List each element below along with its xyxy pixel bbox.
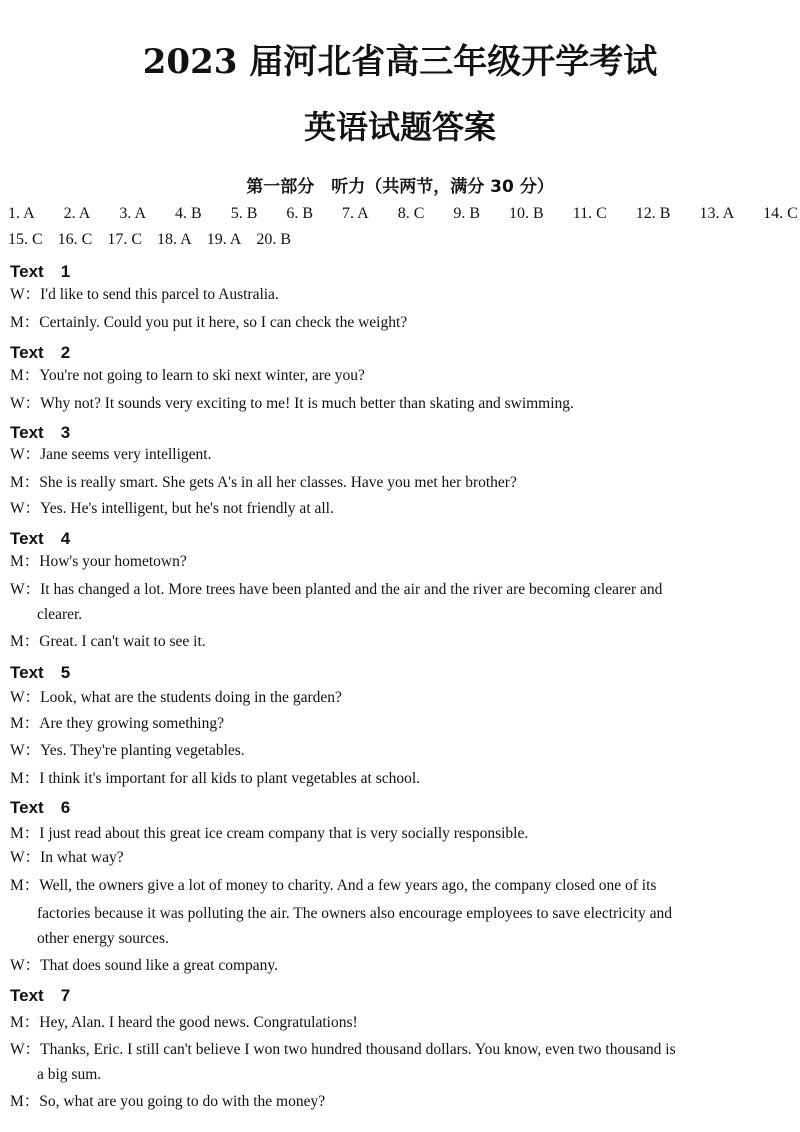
- dialogue-line: M：Hey, Alan. I heard the good news. Congratulations!: [10, 1014, 358, 1031]
- dialogue-line: M：Well, the owners give a lot of money to charity. And a few years ago, the company closed one of its: [10, 877, 657, 894]
- answer-item: 8. C: [397, 205, 425, 222]
- answer-item: 7. A: [342, 205, 369, 222]
- dialogue-line: W：I'd like to send this parcel to Australia.: [10, 286, 279, 303]
- answer-item: 12. B: [635, 205, 671, 222]
- answer-item: 1. A: [8, 205, 35, 222]
- dialogue-line: M：Certainly. Could you put it here, so I can check the weight?: [10, 314, 408, 331]
- answer-item: 16. C: [57, 231, 93, 248]
- text-heading: Text 6: [10, 798, 71, 817]
- answer-key-row-2: [8, 231, 798, 249]
- dialogue-line: M：Great. I can't wait to see it.: [10, 633, 206, 650]
- dialogue-line-continuation: factories because it was polluting the air. The owners also encourage employees to save electricity and: [37, 905, 672, 922]
- dialogue-line: M：I just read about this great ice cream company that is very socially responsible.: [10, 825, 529, 842]
- dialogue-line: W：It has changed a lot. More trees have been planted and the air and the river are becoming clearer and: [10, 581, 663, 598]
- dialogue-line-continuation: other energy sources.: [37, 930, 169, 947]
- dialogue-line-continuation: a big sum.: [37, 1066, 102, 1083]
- answer-item: 3. A: [119, 205, 147, 222]
- dialogue-line: W：Jane seems very intelligent.: [10, 446, 212, 463]
- text-heading: Text 4: [10, 529, 71, 548]
- dialogue-line-continuation: clearer.: [37, 606, 83, 623]
- answer-item: 9. B: [453, 205, 481, 222]
- dialogue-line: M：You're not going to learn to ski next winter, are you?: [10, 367, 365, 384]
- answer-item: 20. B: [256, 231, 292, 248]
- text-heading: Text 5: [10, 663, 71, 682]
- dialogue-line: M：How's your hometown?: [10, 553, 187, 570]
- dialogue-line: W：That does sound like a great company.: [10, 957, 279, 974]
- dialogue-line: M：I think it's important for all kids to plant vegetables at school.: [10, 770, 421, 787]
- answer-item: 10. B: [509, 205, 544, 222]
- dialogue-line: W：Yes. They're planting vegetables.: [10, 742, 245, 759]
- text-heading: Text 3: [10, 423, 71, 442]
- answer-key-row-1: [8, 205, 798, 223]
- dialogue-line: W：Yes. He's intelligent, but he's not friendly at all.: [10, 500, 334, 517]
- answer-item: 19. A: [206, 231, 242, 248]
- dialogue-line: W：Why not? It sounds very exciting to me! It is much better than skating and swimming.: [10, 395, 574, 412]
- answer-item: 2. A: [63, 205, 91, 222]
- answer-item: 18. A: [157, 231, 192, 248]
- dialogue-line: M：So, what are you going to do with the money?: [10, 1093, 326, 1110]
- dialogue-line: W：Look, what are the students doing in the garden?: [10, 689, 342, 706]
- answer-item: 4. B: [175, 205, 202, 222]
- text-heading: Text 7: [10, 986, 71, 1005]
- section-heading: 第一部分 听力（共两节，满分 30 分）: [246, 177, 554, 197]
- answer-item: 13. A: [699, 205, 735, 222]
- answer-item: 15. C: [8, 231, 43, 248]
- text-heading: Text 1: [10, 262, 71, 281]
- dialogue-line: M：She is really smart. She gets A's in all her classes. Have you met her brother?: [10, 474, 517, 491]
- exam-title: 2023 届河北省高三年级开学考试: [142, 42, 658, 82]
- answer-item: 11. C: [572, 205, 607, 222]
- exam-subtitle: 英语试题答案: [303, 108, 496, 146]
- answer-item: 5. B: [230, 205, 258, 222]
- answer-item: 6. B: [286, 205, 314, 222]
- dialogue-line: M：Are they growing something?: [10, 715, 224, 732]
- dialogue-line: W：Thanks, Eric. I still can't believe I won two hundred thousand dollars. You know, even two thousand is: [10, 1041, 676, 1058]
- dialogue-line: W：In what way?: [10, 849, 124, 866]
- answer-item: 14. C: [763, 205, 798, 222]
- text-heading: Text 2: [10, 343, 71, 362]
- answer-item: 17. C: [107, 231, 143, 248]
